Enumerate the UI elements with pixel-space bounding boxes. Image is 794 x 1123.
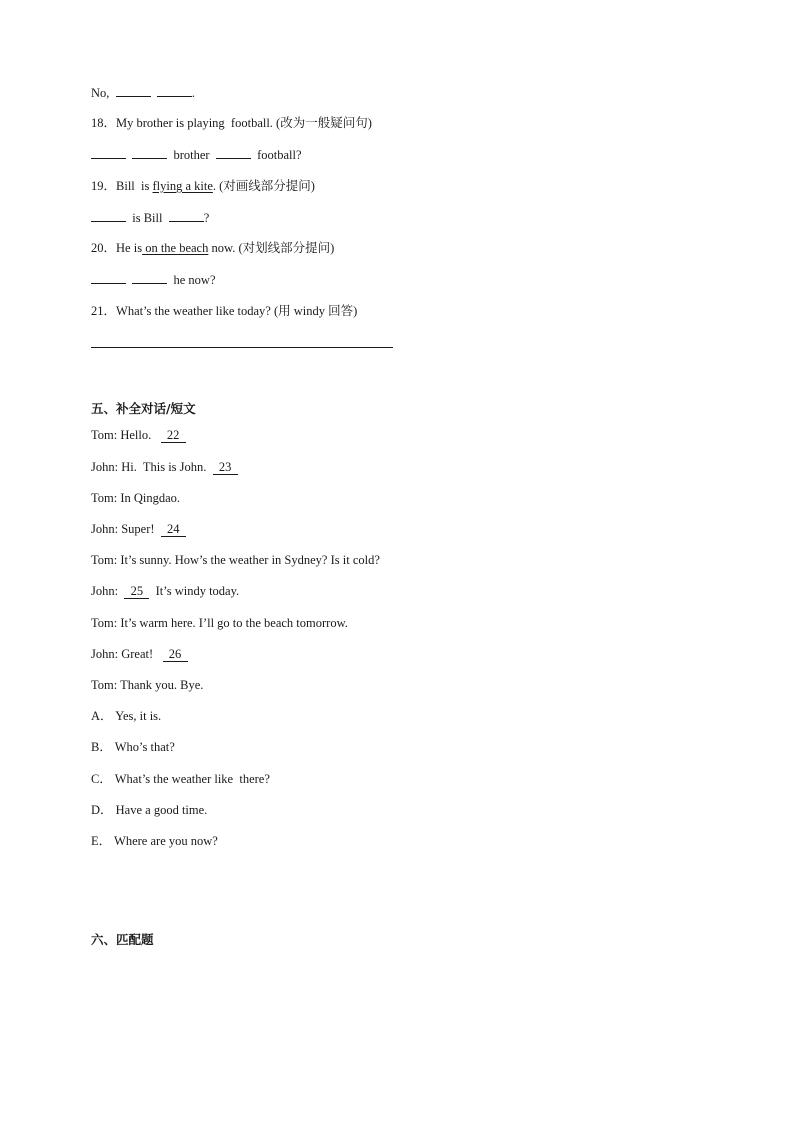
blank-label: 23 <box>218 460 232 474</box>
option-letter: E． <box>91 834 112 848</box>
q17-answer-line <box>91 84 195 101</box>
dialogue-line <box>91 521 186 537</box>
dialogue-line <box>91 427 186 443</box>
blank-label: 24 <box>167 522 180 536</box>
option-e[interactable] <box>91 833 218 849</box>
dialogue-text: John: Super! <box>91 522 161 536</box>
answer-word: brother <box>173 148 210 162</box>
dialogue-line <box>91 615 348 631</box>
answer-word: football? <box>257 148 302 162</box>
blank-label: 25 <box>130 584 144 598</box>
q18-answer-line <box>91 146 302 163</box>
q19-answer-line <box>91 209 209 226</box>
question-text: My brother is playing football. (改为一般疑问句) <box>116 116 372 130</box>
option-a[interactable] <box>91 708 161 724</box>
dialogue-line <box>91 677 203 693</box>
dialogue-line <box>91 583 239 599</box>
blank-number[interactable] <box>161 522 186 537</box>
option-letter: B． <box>91 740 112 754</box>
answer-word: is Bill <box>132 211 163 225</box>
dialogue-text: Tom: Hello. <box>91 428 161 442</box>
dialogue-text: Tom: It’s sunny. How’s the weather in Sydney? Is it cold? <box>91 553 380 567</box>
option-letter: C． <box>91 772 112 786</box>
q20-answer-line <box>91 271 216 288</box>
question-19 <box>91 178 315 194</box>
answer-blank[interactable] <box>91 209 126 222</box>
question-text: What’s the weather like today? (用 windy 回答) <box>116 304 358 318</box>
option-letter: A． <box>91 709 113 723</box>
option-d[interactable] <box>91 802 207 818</box>
question-20 <box>91 240 334 256</box>
answer-blank[interactable] <box>157 84 192 97</box>
q21-answer-line[interactable] <box>91 347 393 348</box>
dialogue-text: Tom: Thank you. Bye. <box>91 678 204 692</box>
question-number: 18． <box>91 116 117 130</box>
answer-blank[interactable] <box>132 271 167 284</box>
option-text: What’s the weather like there? <box>114 772 270 786</box>
blank-number[interactable] <box>124 584 149 599</box>
answer-blank[interactable] <box>91 271 126 284</box>
question-text: Bill is <box>116 179 153 193</box>
question-number: 19． <box>91 179 117 193</box>
option-c[interactable] <box>91 771 270 787</box>
answer-blank[interactable] <box>132 146 167 159</box>
dialogue-text: John: <box>91 584 125 598</box>
blank-label: 22 <box>166 428 180 442</box>
dialogue-text: John: Great! <box>91 647 163 661</box>
answer-blank[interactable] <box>91 146 126 159</box>
punctuation: ? <box>203 211 210 225</box>
underlined-phrase: on the beach <box>142 241 209 255</box>
question-18 <box>91 115 372 131</box>
dialogue-line <box>91 552 380 568</box>
dialogue-text: John: Hi. This is John. <box>91 460 213 474</box>
dialogue-text: Tom: In Qingdao. <box>91 491 181 505</box>
question-text: He is <box>116 241 143 255</box>
dialogue-text: It’s windy today. <box>149 584 240 598</box>
option-text: Have a good time. <box>115 803 208 817</box>
question-number: 21． <box>91 304 117 318</box>
punctuation: . <box>191 86 196 100</box>
underlined-phrase: flying a kite <box>152 179 213 193</box>
answer-blank[interactable] <box>116 84 151 97</box>
option-letter: D． <box>91 803 113 817</box>
answer-prefix: No, <box>91 86 110 100</box>
question-number: 20． <box>91 241 117 255</box>
dialogue-line <box>91 490 180 506</box>
answer-blank[interactable] <box>216 146 251 159</box>
dialogue-line <box>91 459 238 475</box>
dialogue-text: Tom: It’s warm here. I’ll go to the beach tomorrow. <box>91 616 348 630</box>
blank-number[interactable] <box>213 460 238 475</box>
option-b[interactable] <box>91 739 175 755</box>
option-text: Where are you now? <box>114 834 218 848</box>
answer-blank[interactable] <box>169 209 204 222</box>
answer-word: he now? <box>173 273 216 287</box>
question-21 <box>91 303 357 319</box>
section-5-heading: 五、补全对话/短文 <box>91 401 196 416</box>
section-6-heading: 六、匹配题 <box>91 932 154 947</box>
question-instruction: now. (对划线部分提问) <box>208 241 335 255</box>
blank-label: 26 <box>168 647 182 661</box>
blank-number[interactable] <box>163 647 188 662</box>
question-instruction: . (对画线部分提问) <box>212 179 315 193</box>
blank-number[interactable] <box>161 428 186 443</box>
dialogue-line <box>91 646 188 662</box>
option-text: Who’s that? <box>114 740 175 754</box>
option-text: Yes, it is. <box>115 709 162 723</box>
